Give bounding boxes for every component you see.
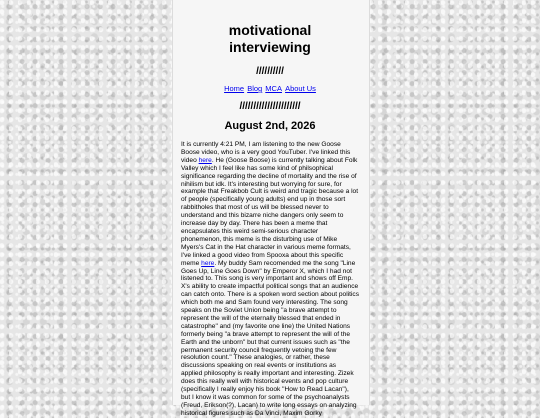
divider-bottom: ////////////////////// [239, 101, 301, 112]
nav-link-mca[interactable]: MCA [265, 84, 282, 93]
post-link-spooxa-video[interactable]: here [201, 259, 215, 267]
site-title-line1: motivational [228, 22, 312, 38]
post-body [181, 141, 359, 418]
nav-link-blog[interactable]: Blog [247, 84, 263, 93]
divider-top: ////////// [256, 66, 284, 77]
nav-link-home[interactable]: Home [224, 84, 245, 93]
post-text-part2: . He (Goose Boose) is currently talking about Folk Valley which I feel like has some kind of philsophical significance regarding the decline of mortality and the rise of nihilism but idk. It's interesting but worrying for sure, for example that Freakbob Cult is weird and tragic because a lot of people (specifically young adults) end up in those sort rabbitholes that most of us will be blessed never to understand and this bizarre niche dangers only seem to increase day by day. There has been a meme that encapsulates this weird semi-serious character phonemenon, this meme is the disturbing use of Mike Myers's Cat in the Hat character in various meme formats, I've linked a good video from Spooxa about this specific meme [181, 156, 359, 267]
post-text-part1: It is currently 4:21 PM, I am listening to the new Goose Boose video, who is a very good YouTuber. I've linked this video [181, 141, 351, 164]
post-link-goose-video[interactable]: here [198, 156, 212, 164]
main-nav [172, 84, 368, 93]
post-date: August 2nd, 2026 [224, 120, 316, 132]
site-title [172, 22, 368, 56]
site-title-line2: interviewing [229, 39, 311, 55]
nav-link-about-us[interactable]: About Us [285, 84, 316, 93]
post-text-part3: . My buddy Sam recomended me the song "Line Goes Up, Line Goes Down" by Emperor X, which I had not listened to. This song is very important and shows off Emp. X's ability to create impactful political songs that an audience can catch onto. There is a spoken word section about politics which both me and Sam found very interesting. The song speaks on the Soviet Union being "a brave attempt to represent the will of the eternally blessed that ended in catastrophe" and (my favorite one line) the United Nations formerly being "a brave attempt to represent the will of the Earth and the unborn" but that current issues such as "the permanent security council frequently vetoing the few resolution count." These analogies, or rather, these discussions speaking on real events or institutions as applied philosophy is really important and interesting. Zizek does this really well with historical events and pop culture (specifically I really enjoy his book "How to Read Lacan"), but I know it was common for some of the psychoanalysts (Freud, Erikson(?), Lacan) to write long essays on analyzing historical figures such as Da Vinci, Maxim Gorky [181, 259, 360, 417]
